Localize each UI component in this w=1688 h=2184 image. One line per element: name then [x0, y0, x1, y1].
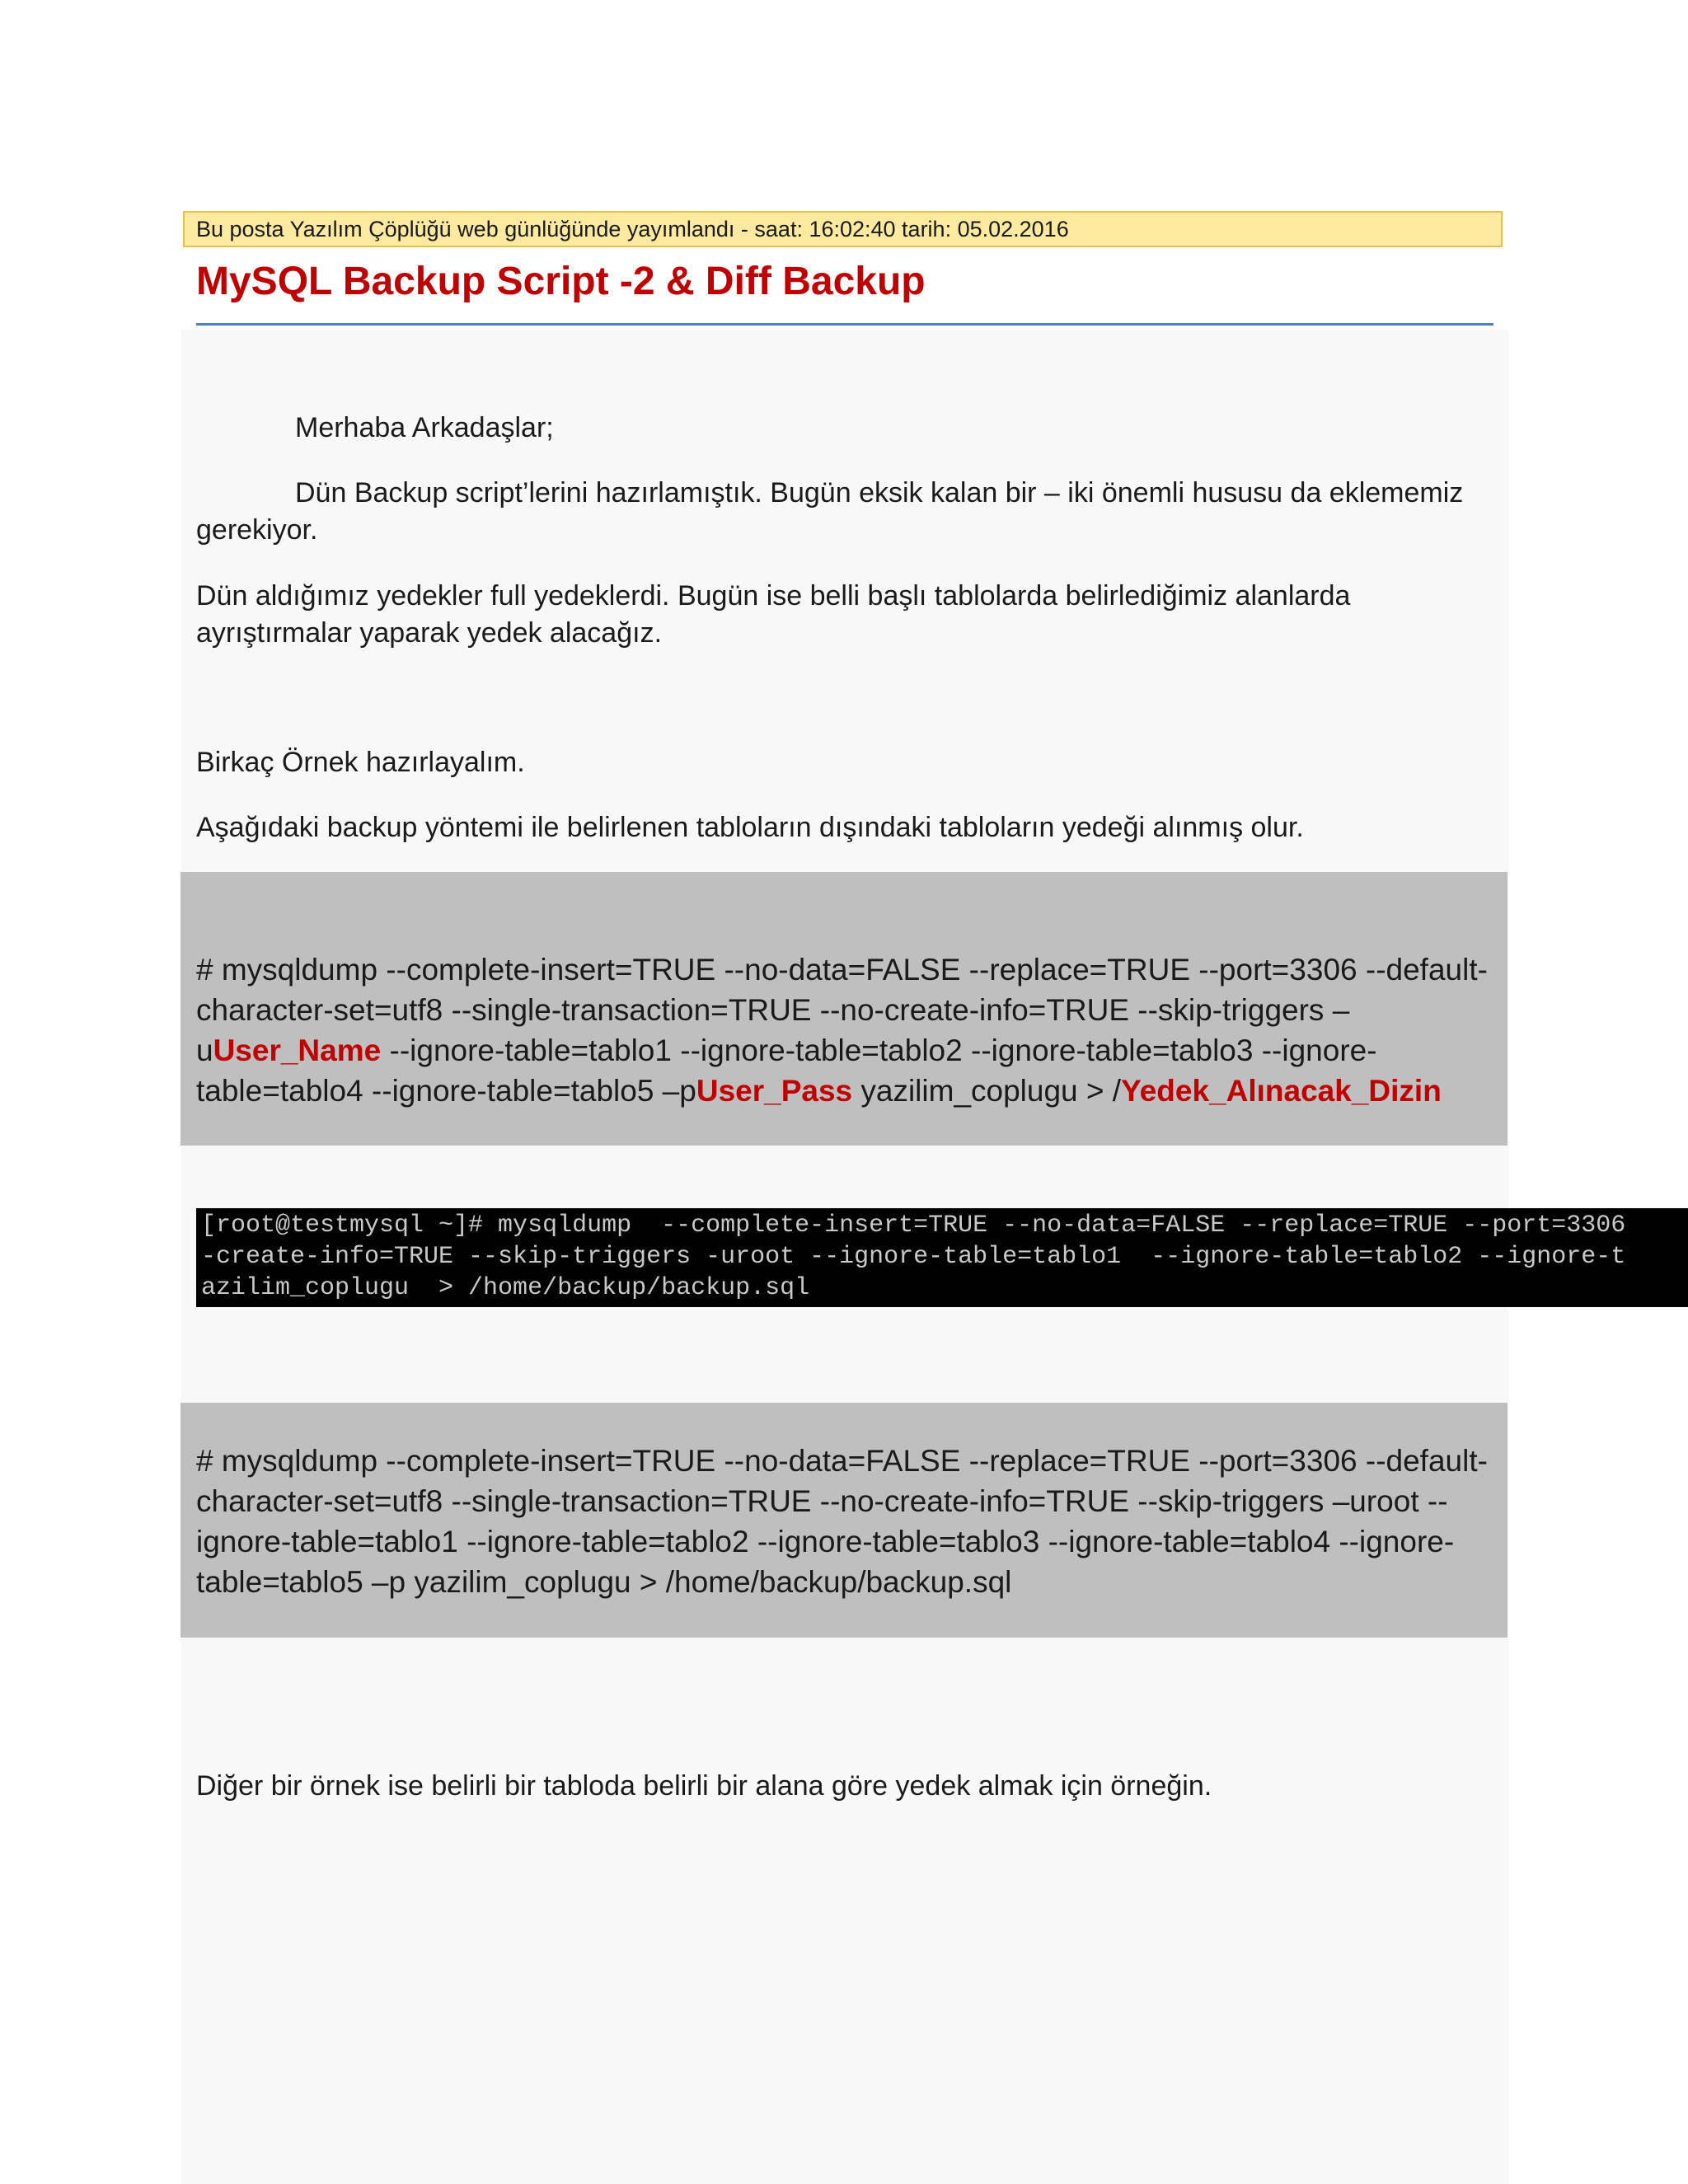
publication-notice: Bu posta Yazılım Çöplüğü web günlüğünde yayımlandı - saat: 16:02:40 tarih: 05.02.2016: [183, 211, 1503, 247]
user-pass-placeholder: User_Pass: [696, 1074, 853, 1108]
code-block-2-text: # mysqldump --complete-insert=TRUE --no-data=FALSE --replace=TRUE --port=3306 --default-character-set=utf8 --single-transaction=TRUE --no-create-info=TRUE --skip-triggers –uroot --ignore-table=tablo1 --ignore-table=tablo2 --ignore-table=tablo3 --ignore-table=tablo4 --ignore-table=tablo5 –p yazilim_coplugu > /home/backup/backup.sql: [196, 1444, 1488, 1599]
backup-directory-placeholder: Yedek_Alınacak_Dizin: [1121, 1074, 1442, 1108]
full-backups-paragraph: Dün aldığımız yedekler full yedeklerdi. Bugün ise belli başlı tablolarda belirlediğimiz alanlarda ayrıştırmalar yaparak yedek alacağız.: [196, 580, 1351, 649]
title-underline: [196, 323, 1493, 326]
post-title: MySQL Backup Script -2 & Diff Backup: [196, 260, 926, 303]
terminal-line-3: azilim_coplugu > /home/backup/backup.sql: [201, 1274, 810, 1302]
code-1-segment-1: # mysqldump --complete-insert=TRUE --no-data=FALSE --replace=TRUE --port=3306 --default-character-set=utf8 --single-transaction=TRUE --no-create-info=TRUE --skip-triggers –u: [196, 953, 1488, 1067]
terminal-line-1: [root@testmysql ~]# mysqldump --complete-insert=TRUE --no-data=FALSE --replace=TRUE --port=3306: [201, 1212, 1626, 1240]
code-1-segment-2: --ignore-table=tablo1 --ignore-table=tablo2 --ignore-table=tablo3 --ignore-table=tablo4 --ignore-table=tablo5 –p: [196, 1033, 1377, 1108]
examples-paragraph: Birkaç Örnek hazırlayalım.: [196, 747, 525, 778]
terminal-screenshot: [196, 1208, 1688, 1307]
greeting-paragraph: Merhaba Arkadaşlar;: [295, 412, 554, 443]
code-1-segment-3: yazilim_coplugu > /: [852, 1074, 1122, 1108]
terminal-line-2: -create-info=TRUE --skip-triggers -uroot --ignore-table=tablo1 --ignore-table=tablo2 --ignore-t: [201, 1243, 1626, 1271]
code-block-1-text: [196, 949, 1490, 1111]
user-name-placeholder: User_Name: [213, 1033, 382, 1067]
intro-paragraph: Dün Backup script’lerini hazırlamıştık. Bugün eksik kalan bir – iki önemli hususu da eklememiz gerekiyor.: [196, 477, 1464, 546]
method-paragraph: Aşağıdaki backup yöntemi ile belirlenen tabloların dışındaki tabloların yedeği alınmış olur.: [196, 812, 1304, 843]
another-example-paragraph: Diğer bir örnek ise belirli bir tabloda belirli bir alana göre yedek almak için örneğin.: [196, 1770, 1212, 1802]
